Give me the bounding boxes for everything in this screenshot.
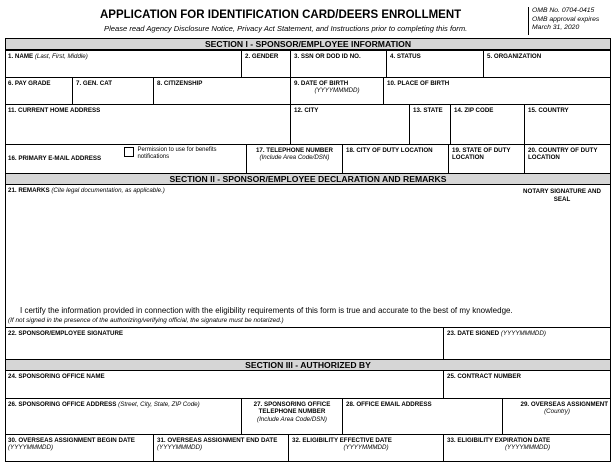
dob-label: 9. DATE OF BIRTH <box>294 80 349 87</box>
home-address-field[interactable] <box>5 104 290 144</box>
zip-field[interactable] <box>450 104 524 144</box>
signature-field[interactable] <box>5 327 443 359</box>
office-address-label: 26. SPONSORING OFFICE ADDRESS <box>8 401 117 408</box>
gen-cat-label: 7. GEN. CAT <box>76 80 112 87</box>
omb-block <box>528 7 612 35</box>
ssn-field[interactable] <box>290 50 386 77</box>
signature-label: 22. SPONSOR/EMPLOYEE SIGNATURE <box>8 330 124 337</box>
gender-label: 2. GENDER <box>245 53 279 60</box>
overseas-begin-label: 30. OVERSEAS ASSIGNMENT BEGIN DATE <box>8 437 135 444</box>
notarize-note: (If not signed in the presence of the authorizing/verifying official, the signature must be notarized.) <box>8 317 284 324</box>
country-duty-label: 20. COUNTRY OF DUTY LOCATION <box>528 147 598 162</box>
email-field[interactable] <box>5 144 246 173</box>
city-duty-field[interactable] <box>342 144 448 173</box>
place-of-birth-field[interactable] <box>383 77 611 104</box>
overseas-hint: (Country) <box>544 408 570 416</box>
form-subtitle: Please read Agency Disclosure Notice, Privacy Act Statement, and Instructions prior to completing this form. <box>104 24 468 33</box>
ssn-label: 3. SSN OR DOD ID NO. <box>294 53 361 60</box>
overseas-begin-field[interactable] <box>5 434 153 462</box>
overseas-end-hint: (YYYYMMMDD) <box>157 444 203 452</box>
eligibility-effective-field[interactable] <box>288 434 443 462</box>
pob-label: 10. PLACE OF BIRTH <box>387 80 450 87</box>
telephone-field[interactable] <box>246 144 342 173</box>
telephone-label: 17. TELEPHONE NUMBER <box>255 147 333 154</box>
pay-grade-field[interactable] <box>5 77 72 104</box>
office-phone-label: 27. SPONSORING OFFICE TELEPHONE NUMBER <box>253 401 331 416</box>
dob-field[interactable] <box>290 77 383 104</box>
section1-title: SECTION I - SPONSOR/EMPLOYEE INFORMATION <box>5 38 611 50</box>
section2-title: SECTION II - SPONSOR/EMPLOYEE DECLARATION AND REMARKS <box>5 173 611 185</box>
office-name-field[interactable] <box>5 371 443 398</box>
office-email-label: 28. OFFICE EMAIL ADDRESS <box>346 401 432 408</box>
name-hint: (Last, First, Middle) <box>34 53 88 60</box>
contract-label: 25. CONTRACT NUMBER <box>447 373 521 380</box>
country-duty-field[interactable] <box>524 144 611 173</box>
gender-field[interactable] <box>241 50 290 77</box>
permission-label: Permission to use for benefits notifications <box>137 147 217 160</box>
overseas-end-label: 31. OVERSEAS ASSIGNMENT END DATE <box>157 437 278 444</box>
status-label: 4. STATUS <box>390 53 421 60</box>
certify-statement: I certify the information provided in connection with the eligibility requirements of this form is true and accurate to the best of my knowledge. <box>20 306 513 315</box>
form-title: APPLICATION FOR IDENTIFICATION CARD/DEERS ENROLLMENT <box>100 9 462 21</box>
eligibility-expiration-label: 33. ELIGIBILITY EXPIRATION DATE <box>447 437 551 444</box>
permission-checkbox[interactable] <box>124 147 134 157</box>
overseas-field[interactable] <box>502 398 611 434</box>
section3-title: SECTION III - AUTHORIZED BY <box>5 359 611 371</box>
eligibility-expiration-hint: (YYYYMMMDD) <box>504 444 551 452</box>
overseas-label: 29. OVERSEAS ASSIGNMENT <box>520 401 608 408</box>
state-duty-label: 19. STATE OF DUTY LOCATION <box>452 147 511 162</box>
state-label: 13. STATE <box>413 107 443 114</box>
omb-number: OMB No. 0704-0415 <box>532 7 595 14</box>
remarks-label: 21. REMARKS <box>8 187 50 194</box>
country-label: 15. COUNTRY <box>528 107 569 114</box>
eligibility-effective-hint: (YYYYMMMDD) <box>343 444 389 452</box>
office-address-hint: (Street, City, State, ZIP Code) <box>118 401 200 408</box>
country-field[interactable] <box>524 104 611 144</box>
pay-grade-label: 6. PAY GRADE <box>8 80 51 87</box>
citizenship-label: 8. CITIZENSHIP <box>157 80 203 87</box>
omb-date: March 31, 2020 <box>532 24 580 32</box>
city-duty-label: 18. CITY OF DUTY LOCATION <box>346 147 433 154</box>
gen-cat-field[interactable] <box>72 77 153 104</box>
office-name-label: 24. SPONSORING OFFICE NAME <box>8 373 105 380</box>
organization-label: 5. ORGANIZATION <box>487 53 542 60</box>
eligibility-effective-label: 32. ELIGIBILITY EFFECTIVE DATE <box>292 437 392 444</box>
eligibility-expiration-field[interactable] <box>443 434 611 462</box>
state-field[interactable] <box>409 104 450 144</box>
zip-label: 14. ZIP CODE <box>454 107 494 114</box>
office-phone-hint: (Include Area Code/DSN) <box>257 415 327 423</box>
telephone-hint: (Include Area Code/DSN) <box>259 154 330 162</box>
state-duty-field[interactable] <box>448 144 524 173</box>
remarks-field[interactable] <box>5 185 520 303</box>
overseas-end-field[interactable] <box>153 434 288 462</box>
office-phone-field[interactable] <box>241 398 342 434</box>
name-label: 1. NAME <box>8 53 34 60</box>
dob-hint: (YYYYMMMDD) <box>314 87 360 95</box>
organization-field[interactable] <box>483 50 611 77</box>
home-address-label: 11. CURRENT HOME ADDRESS <box>8 107 101 114</box>
email-label: 16. PRIMARY E-MAIL ADDRESS <box>8 155 102 162</box>
office-email-field[interactable] <box>342 398 502 434</box>
city-label: 12. CITY <box>294 107 319 114</box>
city-field[interactable] <box>290 104 409 144</box>
overseas-begin-hint: (YYYYMMMDD) <box>8 444 54 452</box>
citizenship-field[interactable] <box>153 77 290 104</box>
date-signed-field[interactable] <box>443 327 611 359</box>
date-signed-label: 23. DATE SIGNED <box>447 330 500 337</box>
remarks-hint: (Cite legal documentation, as applicable.) <box>51 187 165 194</box>
date-signed-hint: (YYYYMMMDD) <box>500 330 546 337</box>
omb-approval: OMB approval expires <box>532 15 600 23</box>
name-field[interactable] <box>5 50 241 77</box>
status-field[interactable] <box>386 50 483 77</box>
office-address-field[interactable] <box>5 398 241 434</box>
notary-label: NOTARY SIGNATURE AND SEAL <box>523 188 601 203</box>
contract-field[interactable] <box>443 371 611 398</box>
